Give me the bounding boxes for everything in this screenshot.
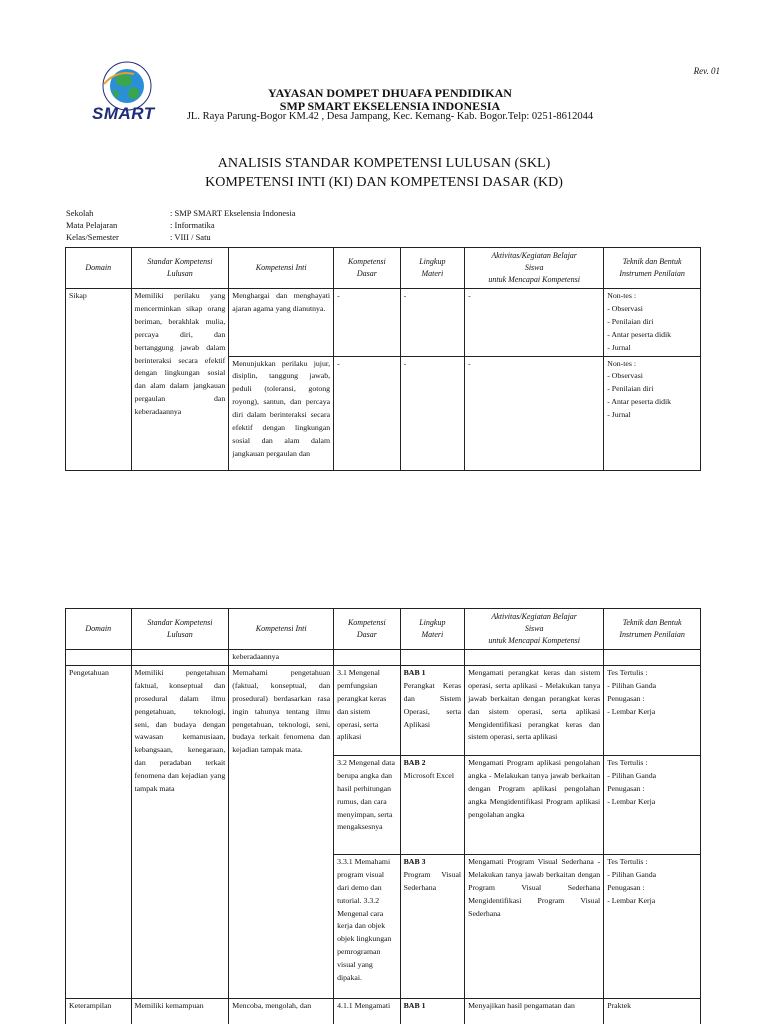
kd-cell: 3.2 Mengenal data berupa angka dan hasil perhitungan rumus, dan cara menyimpan, serta mengaksesnya [334,755,401,854]
domain-cell [66,650,132,666]
kd-cell: - [334,289,401,357]
col-header-lingkup: Lingkup Materi [400,248,465,289]
table-row [66,650,701,666]
teknik-cell [604,650,701,666]
teknik-cell: Non-tes : - Observasi - Penilaian diri - Antar peserta didik - Jurnal [604,289,701,357]
table-row [66,665,701,755]
meta-school-row [66,207,470,219]
competency-table-pengetahuan [65,608,701,1024]
logo-wordmark: SMART [92,104,155,123]
ki-cell: Menghargai dan menghayati ajaran agama yang dianutnya. [229,289,334,357]
meta-school-value: : SMP SMART Ekselensia Indonesia [170,208,296,218]
org-name: YAYASAN DOMPET DHUAFA PENDIDIKAN [268,86,512,100]
kd-cell: - [334,356,401,470]
skl-cell [131,650,229,666]
document-title: ANALISIS STANDAR KOMPETENSI LULUSAN (SKL) [217,156,551,171]
list-item: - Antar peserta didik [607,329,697,342]
teknik-cell: Non-tes : - Observasi - Penilaian diri - Antar peserta didik - Jurnal [604,356,701,470]
kd-cell: 3.1 Mengenal pemfungsian perangkat keras dan sistem operasi, serta aplikasi [334,665,401,755]
teknik-list [607,370,697,422]
meta-school-label: Sekolah [66,208,94,218]
ki-cell: keberadaannya [229,650,334,666]
col-header-ki: Kompetensi Inti [229,248,334,289]
aktivitas-cell: Mengamati Program Visual Sederhana - Melakukan tanya jawab berkaitan dengan Program Visual Sederhana Mengidentifikasi Program Visual Sederhana [465,854,604,998]
teknik-list [607,303,697,355]
aktivitas-cell: Mengamati perangkat keras dan sistem operasi, serta aplikasi - Melakukan tanya jawab berkaitan dengan perangkat keras dan sistem operasi, serta aplikasi Mengidentifikasi perangkat keras dan sistem operasi, serta aplikasi [465,665,604,755]
meta-class-value: : VIII / Satu [170,232,211,242]
lingkup-cell: - [400,289,465,357]
ki-cell: Memahami pengetahuan (faktual, konseptual, dan prosedural) berdasarkan rasa ingin tahunya tentang ilmu pengetahuan, teknologi, seni, budaya terkait fenomena dan kejadian tampak mata. [229,665,334,998]
kd-cell [334,650,401,666]
col-header-aktivitas: Aktivitas/Kegiatan Belajar Siswa untuk Mencapai Kompetensi [465,248,604,289]
domain-cell: Pengetahuan [66,665,132,998]
skl-cell: Memiliki pengetahuan faktual, konseptual dan prosedural dalam ilmu pengetahuan, teknologi, seni, dan budaya dengan wawasan kemanusiaan, kebangsaan, kenegaraan, dan peradaban terkait fenomena dan kejadian yang tampak mata [131,665,229,998]
meta-subject-row [66,219,470,231]
col-header-lingkup: Lingkup Materi [400,609,465,650]
lingkup-cell: BAB 3 Program Visual Sederhana [400,854,465,998]
document-meta [66,207,470,243]
meta-subject-label: Mata Pelajaran [66,220,118,230]
revision-label: Rev. 01 [693,66,720,76]
aktivitas-cell: Mengamati Program aplikasi pengolahan angka - Melakukan tanya jawab berkaitan dengan Program aplikasi pengolahan angka Mengidentifikasi Program aplikasi pengolahan angka [465,755,604,854]
skl-cell: Memiliki kemampuan [131,998,229,1024]
list-item: - Antar peserta didik [607,396,697,409]
meta-subject-value: : Informatika [170,220,215,230]
col-header-ki: Kompetensi Inti [229,609,334,650]
list-item: - Penilaian diri [607,383,697,396]
ki-cell: Mencoba, mengolah, dan [229,998,334,1024]
list-item: - Observasi [607,303,697,316]
col-header-domain: Domain [66,248,132,289]
lingkup-cell: - [400,356,465,470]
teknik-cell: Tes Tertulis : - Pilihan Ganda Penugasan : - Lembar Kerja [604,755,701,854]
lingkup-cell: BAB 1 [400,998,465,1024]
table-header-row [66,248,701,289]
col-header-domain: Domain [66,609,132,650]
list-item: - Jurnal [607,409,697,422]
aktivitas-cell: - [465,356,604,470]
col-header-kd: Kompetensi Dasar [334,609,401,650]
kd-cell: 3.3.1 Memahami program visual dari demo dan tutorial. 3.3.2 Mengenal cara kerja dan objek objek lingkungan pemrograman visual yang dipakai. [334,854,401,998]
document-subtitle: KOMPETENSI INTI (KI) DAN KOMPETENSI DASAR (KD) [205,175,563,190]
col-header-teknik: Teknik dan Bentuk Instrumen Penilaian [604,609,701,650]
col-header-aktivitas: Aktivitas/Kegiatan Belajar Siswa untuk Mencapai Kompetensi [465,609,604,650]
aktivitas-cell: Menyajikan hasil pengamatan dan [465,998,604,1024]
teknik-cell: Tes Tertulis : - Pilihan Ganda Penugasan : - Lembar Kerja [604,665,701,755]
col-header-skl: Standar Kompetensi Lulusan [131,248,229,289]
aktivitas-cell [465,650,604,666]
school-address: JL. Raya Parung-Bogor KM.42 , Desa Jampang, Kec. Kemang- Kab. Bogor.Telp: 0251-8612044 [186,111,594,122]
col-header-skl: Standar Kompetensi Lulusan [131,609,229,650]
table-row [66,998,701,1024]
teknik-cell: Tes Tertulis : - Pilihan Ganda Penugasan : - Lembar Kerja [604,854,701,998]
col-header-kd: Kompetensi Dasar [334,248,401,289]
teknik-cell: Praktek [604,998,701,1024]
table-header-row [66,609,701,650]
competency-table-sikap [65,247,701,471]
lingkup-cell: BAB 1 Perangkat Keras dan Sistem Operasi, serta Aplikasi [400,665,465,755]
meta-class-label: Kelas/Semester [66,232,119,242]
list-item: - Observasi [607,370,697,383]
aktivitas-cell: - [465,289,604,357]
lingkup-cell [400,650,465,666]
kd-cell: 4.1.1 Mengamati [334,998,401,1024]
meta-class-row [66,231,470,243]
domain-cell: Keterampilan [66,998,132,1024]
col-header-teknik: Teknik dan Bentuk Instrumen Penilaian [604,248,701,289]
skl-cell: Memiliki perilaku yang mencerminkan sikap orang beriman, berakhlak mulia, percaya diri, dan bertanggung jawab dalam berinteraksi secara efektif dengan lingkungan sosial dan alam dalam jangkauan pergaulan dan keberadaannya [131,289,229,471]
school-name: SMP SMART EKSELENSIA INDONESIA [279,99,501,113]
ki-cell: Menunjukkan perilaku jujur, disiplin, tanggung jawab, peduli (toleransi, gotong royong), santun, dan percaya diri dalam berinteraksi secara efektif dengan lingkungan sosial dan alam dalam jangkauan pergaulan dan [229,356,334,470]
lingkup-cell: BAB 2 Microsoft Excel [400,755,465,854]
list-item: - Jurnal [607,342,697,355]
domain-cell: Sikap [66,289,132,471]
table-row [66,289,701,357]
list-item: - Penilaian diri [607,316,697,329]
